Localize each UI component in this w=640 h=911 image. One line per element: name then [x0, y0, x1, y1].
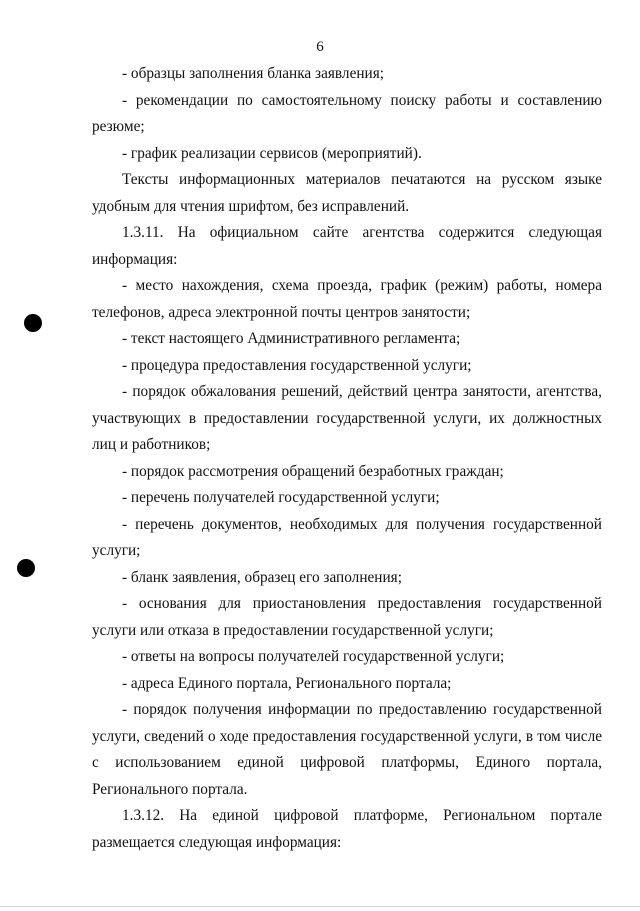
- list-item-job-search-recommendations: - рекомендации по самостоятельному поиску работы и составлению резюме;: [92, 91, 602, 135]
- list-item-form-samples: - образцы заполнения бланка заявления;: [122, 65, 385, 82]
- bottom-edge-line: [0, 906, 640, 907]
- punch-hole-bottom: [17, 559, 35, 577]
- list-item-documents: - перечень документов, необходимых для получения государственной услуги;: [92, 515, 602, 559]
- list-item-procedure: - процедура предоставления государственной услуги;: [122, 356, 472, 374]
- list-item-appeal-procedure: - порядок обжалования решений, действий центра занятости, агентства, участвующих в предоставлении государственной услуги, их должностных лиц и работников;: [92, 383, 602, 453]
- list-item-review-procedure: - порядок рассмотрения обращений безработных граждан;: [122, 462, 504, 480]
- list-item-service-schedule: - график реализации сервисов (мероприятий).: [122, 144, 422, 162]
- list-item-suspension-grounds: - основания для приостановления предоставления государственной услуги или отказа в предоставлении государственной услуги;: [92, 595, 602, 639]
- list-item-information-procedure: - порядок получения информации по предоставлению государственной услуги, сведений о ходе предоставления государственной услуги, в том числе с использованием единой цифровой платформы, Единого портала, Регионального портала.: [92, 701, 602, 798]
- list-item-location-contacts: - место нахождения, схема проезда, график (режим) работы, номера телефонов, адреса электронной почты центров занятости;: [92, 277, 602, 321]
- document-body: [92, 61, 602, 856]
- clause-1-3-12: 1.3.12. На единой цифровой платформе, Региональном портале размещается следующая информация:: [92, 807, 602, 851]
- list-item-portal-addresses: - адреса Единого портала, Регионального портала;: [122, 674, 452, 692]
- page-number: 6: [316, 39, 324, 55]
- punch-hole-top: [24, 314, 42, 332]
- clause-1-3-11: 1.3.11. На официальном сайте агентства содержится следующая информация:: [92, 224, 602, 268]
- paragraph-materials-language: Тексты информационных материалов печатаются на русском языке удобным для чтения шрифтом, без исправлений.: [92, 171, 602, 215]
- list-item-faq: - ответы на вопросы получателей государственной услуги;: [122, 648, 505, 665]
- list-item-regulation-text: - текст настоящего Административного регламента;: [122, 330, 461, 347]
- list-item-recipients: - перечень получателей государственной услуги;: [122, 489, 440, 506]
- list-item-application-form: - бланк заявления, образец его заполнения;: [122, 568, 402, 586]
